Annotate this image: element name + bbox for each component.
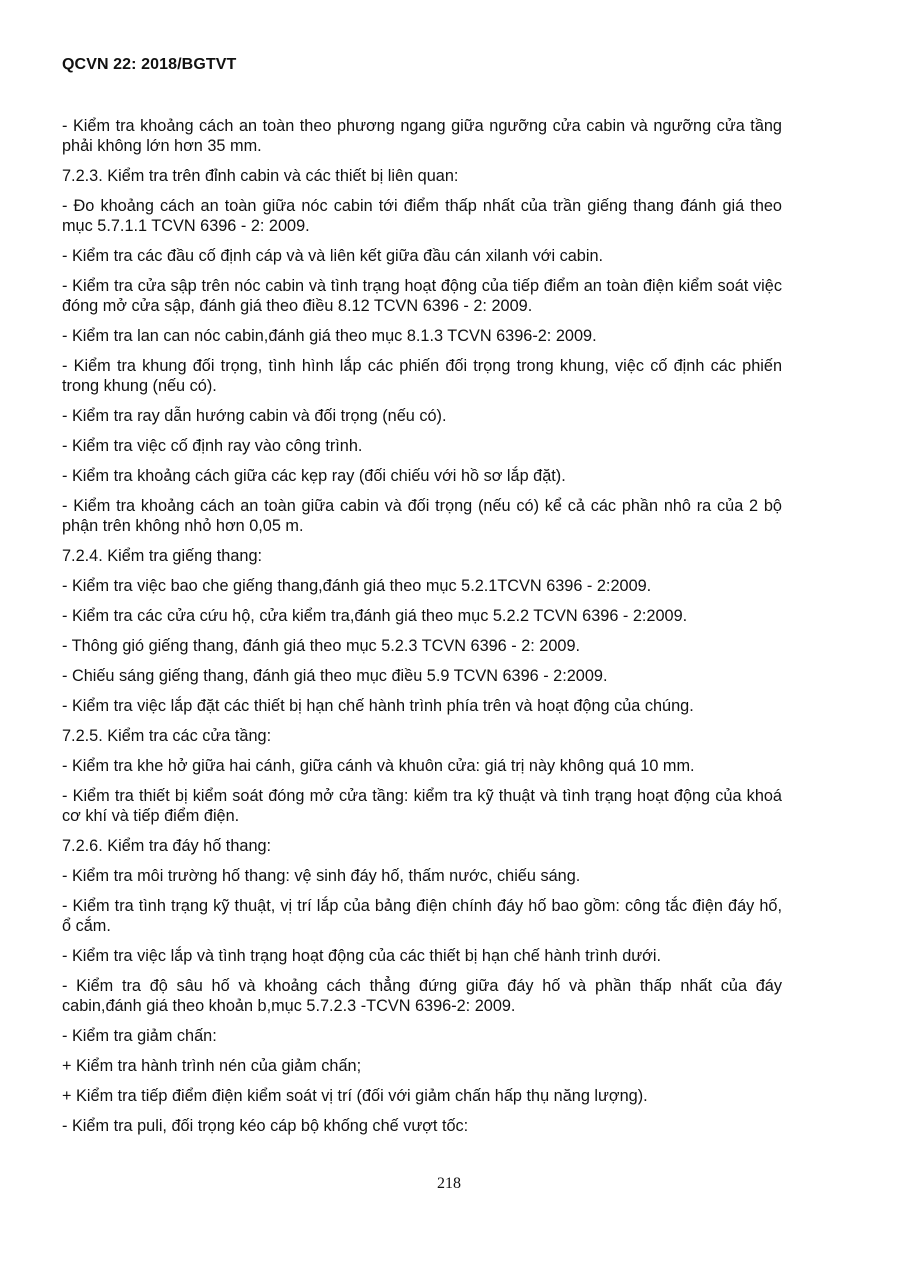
paragraph: - Chiếu sáng giếng thang, đánh giá theo mục điều 5.9 TCVN 6396 - 2:2009. bbox=[62, 667, 608, 685]
paragraph: - Kiểm tra việc cố định ray vào công trình. bbox=[62, 437, 363, 455]
document-code-header: QCVN 22: 2018/BGTVT bbox=[62, 56, 237, 73]
paragraph: - Kiểm tra việc bao che giếng thang,đánh giá theo mục 5.2.1TCVN 6396 - 2:2009. bbox=[62, 577, 652, 595]
paragraph: - Kiểm tra giảm chấn: bbox=[62, 1027, 217, 1045]
paragraph: - Kiểm tra khoảng cách an toàn theo phương ngang giữa ngưỡng cửa cabin và ngưỡng cửa tầng phải không lớn hơn 35 mm. bbox=[62, 117, 782, 155]
document-body bbox=[62, 116, 782, 1146]
paragraph: - Kiểm tra môi trường hố thang: vệ sinh đáy hố, thấm nước, chiếu sáng. bbox=[62, 867, 581, 885]
section-heading-7-2-6: 7.2.6. Kiểm tra đáy hố thang: bbox=[62, 837, 272, 855]
section-heading-7-2-5: 7.2.5. Kiểm tra các cửa tầng: bbox=[62, 727, 272, 745]
section-heading-7-2-3: 7.2.3. Kiểm tra trên đỉnh cabin và các thiết bị liên quan: bbox=[62, 167, 459, 185]
paragraph: - Kiểm tra khoảng cách giữa các kẹp ray (đối chiếu với hồ sơ lắp đặt). bbox=[62, 467, 566, 485]
paragraph: - Kiểm tra thiết bị kiểm soát đóng mở cửa tầng: kiểm tra kỹ thuật và tình trạng hoạt động của khoá cơ khí và tiếp điểm điện. bbox=[62, 787, 782, 825]
section-heading-7-2-4: 7.2.4. Kiểm tra giếng thang: bbox=[62, 547, 263, 565]
paragraph: - Kiểm tra lan can nóc cabin,đánh giá theo mục 8.1.3 TCVN 6396-2: 2009. bbox=[62, 327, 597, 345]
paragraph: - Kiểm tra tình trạng kỹ thuật, vị trí lắp của bảng điện chính đáy hố bao gồm: công tắc điện đáy hố, ổ cắm. bbox=[62, 897, 782, 935]
paragraph: - Kiểm tra khoảng cách an toàn giữa cabin và đối trọng (nếu có) kể cả các phần nhô ra của 2 bộ phận trên không nhỏ hơn 0,05 m. bbox=[62, 497, 782, 535]
paragraph: - Kiểm tra việc lắp đặt các thiết bị hạn chế hành trình phía trên và hoạt động của chúng. bbox=[62, 697, 694, 715]
paragraph: + Kiểm tra hành trình nén của giảm chấn; bbox=[62, 1057, 362, 1075]
paragraph: - Đo khoảng cách an toàn giữa nóc cabin tới điểm thấp nhất của trần giếng thang đánh giá theo mục 5.7.1.1 TCVN 6396 - 2: 2009. bbox=[62, 197, 782, 235]
paragraph: - Thông gió giếng thang, đánh giá theo mục 5.2.3 TCVN 6396 - 2: 2009. bbox=[62, 637, 581, 655]
paragraph: + Kiểm tra tiếp điểm điện kiểm soát vị trí (đối với giảm chấn hấp thụ năng lượng). bbox=[62, 1087, 648, 1105]
paragraph: - Kiểm tra các đầu cố định cáp và và liên kết giữa đầu cán xilanh với cabin. bbox=[62, 247, 604, 265]
page-number: 218 bbox=[437, 1175, 461, 1192]
paragraph: - Kiểm tra các cửa cứu hộ, cửa kiểm tra,đánh giá theo mục 5.2.2 TCVN 6396 - 2:2009. bbox=[62, 607, 688, 625]
paragraph: - Kiểm tra độ sâu hố và khoảng cách thẳng đứng giữa đáy hố và phần thấp nhất của đáy cabin,đánh giá theo khoản b,mục 5.7.2.3 -TCVN 6396-2: 2009. bbox=[62, 977, 782, 1015]
paragraph: - Kiểm tra việc lắp và tình trạng hoạt động của các thiết bị hạn chế hành trình dưới. bbox=[62, 947, 662, 965]
paragraph: - Kiểm tra khe hở giữa hai cánh, giữa cánh và khuôn cửa: giá trị này không quá 10 mm. bbox=[62, 757, 695, 775]
paragraph: - Kiểm tra puli, đối trọng kéo cáp bộ khống chế vượt tốc: bbox=[62, 1117, 469, 1135]
paragraph: - Kiểm tra khung đối trọng, tình hình lắp các phiến đối trọng trong khung, việc cố định các phiến trong khung (nếu có). bbox=[62, 357, 782, 395]
paragraph: - Kiểm tra cửa sập trên nóc cabin và tình trạng hoạt động của tiếp điểm an toàn điện kiểm soát việc đóng mở cửa sập, đánh giá theo điều 8.12 TCVN 6396 - 2: 2009. bbox=[62, 277, 782, 315]
paragraph: - Kiểm tra ray dẫn hướng cabin và đối trọng (nếu có). bbox=[62, 407, 447, 425]
